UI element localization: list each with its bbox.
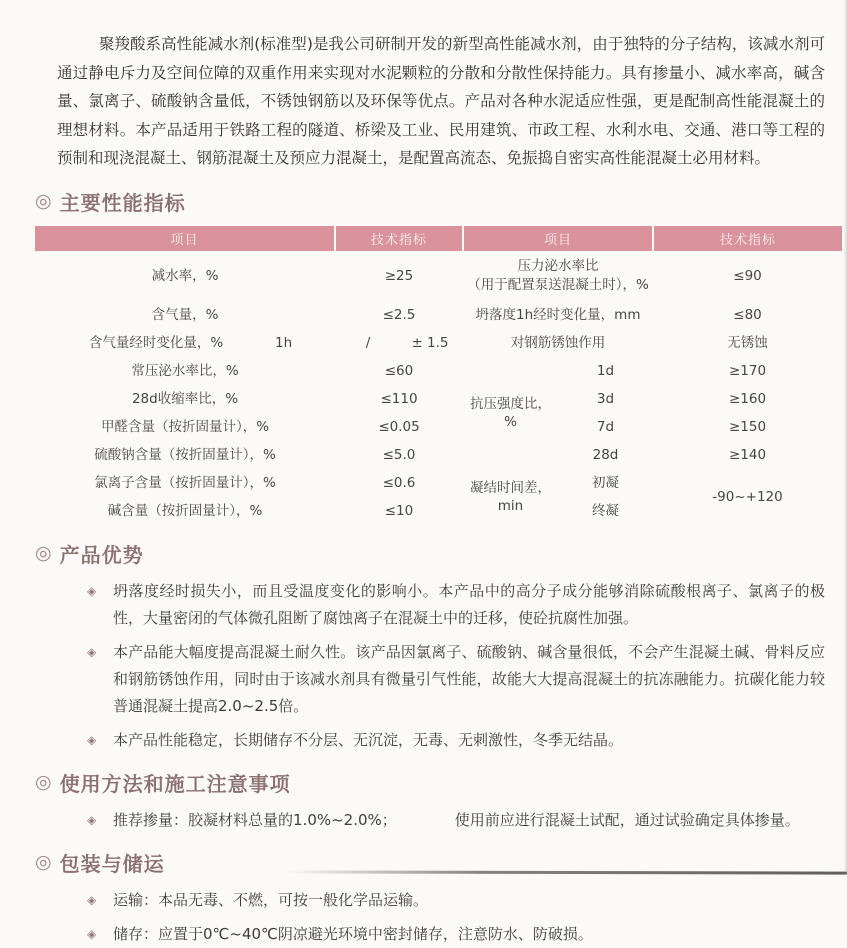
- table-row: [35, 329, 842, 357]
- usage-note-text: 使用前应进行混凝土试配，通过试验确定具体掺量。: [454, 810, 800, 829]
- value-cell: ≤2.5: [382, 306, 416, 323]
- section-title-text: 产品优势: [59, 542, 144, 567]
- table-header-row: [35, 226, 842, 251]
- table-row: [35, 469, 842, 497]
- item-cell: 碱含量（按折固量计），%: [107, 502, 263, 519]
- value-cell: ≤0.6: [382, 474, 416, 491]
- age-cell: 3d: [596, 390, 615, 407]
- section-marker-icon: ◎: [35, 851, 53, 873]
- value-cell: ≤60: [384, 362, 414, 379]
- diamond-bullet-icon: ◈: [87, 812, 97, 827]
- bullet-text: 本产品性能稳定，长期储存不分层、无沉淀，无毒、无刺激性，冬季无结晶。: [113, 730, 624, 749]
- table-row: [35, 385, 842, 413]
- section-title-performance: [35, 187, 825, 216]
- value-cell: ≤0.05: [378, 418, 420, 435]
- table-row: [35, 301, 842, 329]
- section-marker-icon: ◎: [35, 542, 53, 564]
- item-cell: [463, 251, 653, 301]
- bullet-text: [113, 807, 825, 834]
- setting-initial-cell: 初凝: [592, 474, 619, 491]
- value-cell: ≤80: [733, 306, 762, 323]
- item-cell: 氯离子含量（按折固量计），%: [94, 474, 276, 491]
- list-item: [35, 887, 825, 914]
- age-cell: 28d: [592, 446, 619, 463]
- list-item: [35, 578, 825, 632]
- advantages-list: [35, 578, 825, 754]
- bullet-text: 坍落度经时损失小，而且受温度变化的影响小。本产品中的高分子成分能够消除硫酸根离子、氯离子的极性，大量密闭的气体微孔阻断了腐蚀离子在混凝土中的迁移，使砼抗腐性加强。: [113, 581, 825, 627]
- performance-table: [35, 226, 842, 525]
- item-line: 压力泌水率比: [517, 257, 599, 274]
- table-row: [35, 413, 842, 441]
- value-cell: ≤5.0: [382, 446, 416, 463]
- diamond-bullet-icon: ◈: [87, 926, 97, 941]
- item-cell: 硫酸钠含量（按折固量计），%: [94, 446, 276, 463]
- value-cell: ≤90: [733, 267, 762, 284]
- value-cell: ≥150: [728, 418, 767, 435]
- value-cell: ≤110: [380, 390, 418, 407]
- age-cell: 1d: [596, 362, 615, 379]
- item-cell: 坍落度1h经时变化量，mm: [475, 306, 641, 323]
- bullet-text: 本产品能大幅度提高混凝土耐久性。该产品因氯离子、硫酸钠、碱含量很低，不会产生混凝土碱、骨料反应和钢筋锈蚀作用，同时由于该减水剂具有微量引气性能，故能大大提高混凝土的抗冻融能力。抗碳化能力较普通混凝土提高2.0~2.5倍。: [113, 642, 825, 715]
- section-title-text: 使用方法和施工注意事项: [59, 771, 291, 796]
- item-cell: 含气量，%: [151, 306, 219, 323]
- header-item-left: 项目: [35, 226, 335, 251]
- value-cell: [335, 329, 463, 357]
- bullet-text: 运输：本品无毒、不燃，可按一般化学品运输。: [113, 890, 429, 909]
- value-cell-span: -90~+120: [712, 488, 783, 505]
- value-cell: ≥160: [728, 390, 767, 407]
- performance-table-header: [35, 226, 842, 251]
- value-cell: 无锈蚀: [727, 334, 768, 351]
- section-title-text: 包装与储运: [59, 851, 165, 876]
- diamond-bullet-icon: ◈: [87, 892, 97, 907]
- list-item: [35, 639, 825, 720]
- value-cell: ≥25: [384, 267, 414, 284]
- table-row: [35, 357, 842, 385]
- table-row: [35, 251, 842, 301]
- bullet-text: 储存：应置于0℃~40℃阴凉避光环境中密封储存，注意防水、防破损。: [113, 924, 593, 943]
- item-line: （用于配置泵送混凝土时），%: [467, 276, 649, 293]
- item-cell: 常压泌水率比，%: [131, 362, 239, 379]
- list-item: [35, 921, 825, 948]
- value-number: ± 1.5: [411, 334, 449, 351]
- setting-final-cell: 终凝: [592, 502, 619, 519]
- list-item: [35, 727, 825, 754]
- value-slash: /: [365, 334, 371, 351]
- list-item: [35, 807, 825, 834]
- diamond-bullet-icon: ◈: [87, 644, 97, 659]
- item-cell: 甲醛含量（按折固量计），%: [100, 418, 270, 435]
- intro-paragraph: 聚羧酸系高性能减水剂(标准型)是我公司研制开发的新型高性能减水剂，由于独特的分子结构，该减水剂可通过静电斥力及空间位障的双重作用来实现对水泥颗粒的分散和分散性保持能力。具有掺量小、减水率高，碱含量、氯离子、硫酸钠含量低，不锈蚀钢筋以及环保等优点。产品对各种水泥适应性强，更是配制高性能混凝土的理想材料。本产品适用于铁路工程的隧道、桥梁及工业、民用建筑、市政工程、水利水电、交通、港口等工程的预制和现浇混凝土、钢筋混凝土及预应力混凝土，是配置高流态、免振捣自密实高性能混凝土必用材料。: [57, 35, 825, 167]
- value-cell: ≥170: [728, 362, 767, 379]
- section-title-usage: [35, 768, 825, 797]
- item-cell-span-strength: 抗压强度比，%: [470, 395, 551, 430]
- diamond-bullet-icon: ◈: [87, 732, 97, 747]
- age-cell: 7d: [596, 418, 615, 435]
- item-cell: 28d收缩率比，%: [131, 390, 239, 407]
- value-cell: ≥140: [728, 446, 767, 463]
- item-cell: [35, 329, 335, 357]
- value-cell: ≤10: [384, 502, 414, 519]
- section-title-text: 主要性能指标: [59, 190, 186, 215]
- section-title-advantages: [35, 539, 825, 568]
- section-marker-icon: ◎: [35, 190, 53, 212]
- item-sub-time: 1h: [275, 334, 293, 351]
- diamond-bullet-icon: ◈: [87, 583, 97, 598]
- header-index-left: 技术指标: [335, 226, 463, 251]
- usage-list: [35, 807, 825, 834]
- table-row: [35, 441, 842, 469]
- item-cell: 对钢筋锈蚀作用: [510, 334, 606, 351]
- item-label: 含气量经时变化量，%: [88, 334, 224, 351]
- item-cell: 减水率，%: [151, 267, 219, 284]
- packaging-list: [35, 887, 825, 948]
- usage-dosage-text: 推荐掺量：胶凝材料总量的1.0%~2.0%；: [113, 810, 397, 829]
- header-item-right: 项目: [463, 226, 653, 251]
- item-cell-span-setting: 凝结时间差，min: [470, 479, 551, 514]
- header-index-right: 技术指标: [653, 226, 842, 251]
- section-marker-icon: ◎: [35, 771, 53, 793]
